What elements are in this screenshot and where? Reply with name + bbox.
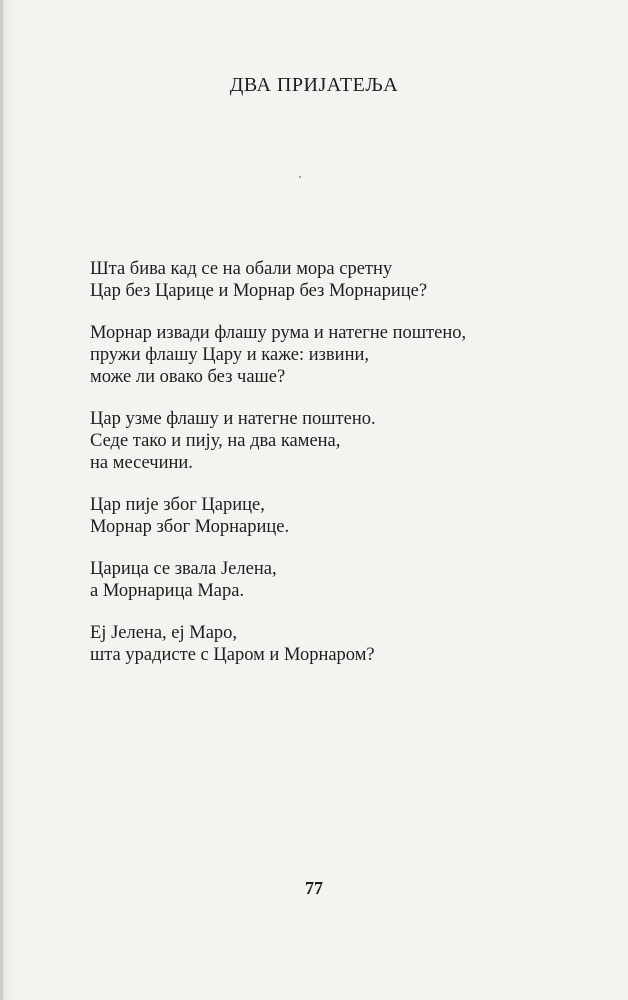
poem-line: Морнар извади флашу рума и натегне поштено, [90, 323, 467, 343]
stanza-4 [90, 494, 590, 538]
stanza-3 [90, 408, 590, 474]
poem-line: Цар узме флашу и натегне поштено. [90, 409, 376, 429]
poem-title: ДВА ПРИЈАТЕЉА [229, 74, 399, 96]
page-number: 77 [305, 878, 323, 898]
poem-line: на месечини. [90, 453, 193, 473]
poem-body [90, 258, 590, 686]
poem-line: Цар пије због Царице, [90, 495, 265, 515]
poem-line: а Морнарица Мара. [90, 581, 245, 601]
stanza-1 [90, 258, 590, 302]
ornament-dot [299, 176, 301, 178]
stanza-6 [90, 622, 590, 666]
poem-line: Царица се звала Јелена, [90, 559, 277, 579]
stanza-5 [90, 558, 590, 602]
poem-line: Седе тако и пију, на два камена, [90, 431, 341, 451]
stanza-2 [90, 322, 590, 388]
poem-line: може ли овако без чаше? [90, 367, 286, 387]
poem-line: Еј Јелена, еј Маро, [90, 623, 238, 643]
poem-line: шта урадисте с Царом и Морнаром? [90, 645, 375, 665]
poem-line: Цар без Царице и Морнар без Морнарице? [90, 281, 428, 301]
poem-line: Морнар због Морнарице. [90, 517, 290, 537]
poem-line: Шта бива кад се на обали мора сретну [90, 259, 393, 279]
poem-line: пружи флашу Цару и каже: извини, [90, 345, 369, 365]
page-binding-edge [0, 0, 3, 1000]
